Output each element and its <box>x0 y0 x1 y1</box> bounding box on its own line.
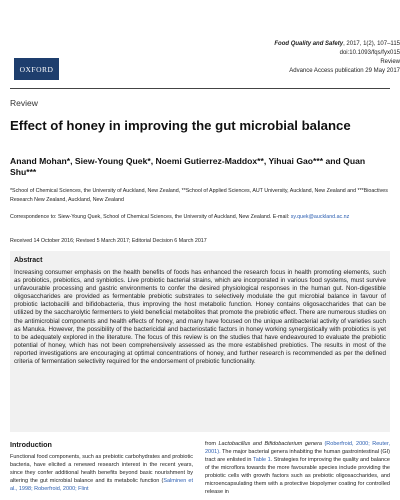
introduction-heading: Introduction <box>10 440 52 449</box>
intro-right-text: The major bacterial genera inhabiting the human gastrointestinal (GI) tract are enlisted in <box>205 449 390 463</box>
intro-right-pre: from <box>205 441 219 447</box>
publisher-logo-text: OXFORD <box>19 64 54 74</box>
journal-doi[interactable]: doi:10.1093/fqs/fyx015 <box>339 50 400 56</box>
header-rule <box>10 88 390 89</box>
table-1-link[interactable]: Table 1 <box>252 457 271 463</box>
correspondence-label: Correspondence to: <box>10 214 58 220</box>
publisher-logo <box>14 58 59 80</box>
author-list: Anand Mohan*, Siew-Young Quek*, Noemi Gutierrez-Maddox**, Yihuai Gao*** and Quan Shu*** <box>10 156 366 177</box>
intro-right-genera: Lactobacillus and Bifidobacterium genera <box>218 441 322 447</box>
affiliations: *School of Chemical Sciences, the University of Auckland, New Zealand, **School of Applied Sciences, AUT University, Auckland, New Zealand and ***Bioactives Research New Zealand, Auckland, New Zealand <box>10 188 388 203</box>
journal-name: Food Quality and Safety <box>274 41 344 47</box>
correspondence <box>10 213 392 222</box>
journal-article-type: Review <box>380 59 400 65</box>
correspondence-email-link[interactable]: sy.quek@auckland.ac.nz <box>290 214 350 220</box>
intro-left-ref-link[interactable]: Salminen et al., 1998; Roberfroid, 2000; Flint <box>10 478 193 492</box>
journal-citation-line <box>170 40 400 49</box>
correspondence-text: Siew-Young Quek, School of Chemical Sciences, the University of Auckland, New Zealand. E-mail: <box>58 214 291 220</box>
abstract-heading: Abstract <box>14 257 43 264</box>
intro-left-text: Functional food components, such as prebiotic carbohydrates and probiotic bacteria, have elicited a renewed research interest in the recent years, since they confer additional health benefits beyond basic nourishment by altering the gut microbial balance and its metabolic function ( <box>10 454 193 484</box>
intro-right-ref-link[interactable]: (Roberfroid, 2000; Reuter, 2001). <box>205 441 390 455</box>
intro-right-text-2: . Strategies for improving the quality and balance of the microflora towards the more favourable species include providing the probiotic cells with growth factors such as prebiotic oligosaccharides, and microencapsulating them with a protective biopolymer coating for controlled release in <box>205 457 390 495</box>
advance-access: Advance Access publication 29 May 2017 <box>289 68 400 74</box>
journal-citation: , 2017, 1(2), 107–115 <box>343 41 400 47</box>
received-dates: Received 14 October 2016; Revised 5 March 2017; Editorial Decision 6 March 2017 <box>10 238 207 244</box>
section-label: Review <box>10 98 38 108</box>
article-title: Effect of honey in improving the gut microbial balance <box>10 118 351 133</box>
abstract-text: Increasing consumer emphasis on the health benefits of foods has enhanced the research focus in health promoting elements, such as probiotics, prebiotics, and synbiotics. Live probiotic bacterial strains, which are incorporated in various food systems, must survive unfavourable processing and gastric environments to confer the desired physiological responses in the human gut. Non-digestible oligosaccharides are provided as fermentable prebiotic substrates to selectively modulate the gut microbial balance in favour of probiotic lactobacilli and bifidobacteria, thus improving the host metabolic function. Honey contains oligosaccharides that can be utilized by the saccharolytic fermenters to yield beneficial metabolites that promote the prebiotic effect. There are numerous studies on the antimicrobial components and health effects of honey, and many have focused on the unique antibacterial activity of varieties such as Manuka. However, the possibility of the bactericidal and bacteriostatic factors in honey working synergistically with probiotics is yet to be adequately explored in the literature. The focus of this review is on the studies that have endeavoured to evaluate the prebiotic potential of honey, which has not been comprehensively assessed as the more established prebiotics. The results in most of the reported investigations are encouraging at optimal concentrations of honey, and further research is recommended as per the defined criteria of fermentation selectivity required for the endorsement of prebiotic functionality. <box>14 269 386 366</box>
abstract-box <box>10 251 390 432</box>
introduction-left-column <box>10 453 193 500</box>
journal-meta <box>170 40 400 76</box>
introduction-right-column <box>205 440 390 500</box>
